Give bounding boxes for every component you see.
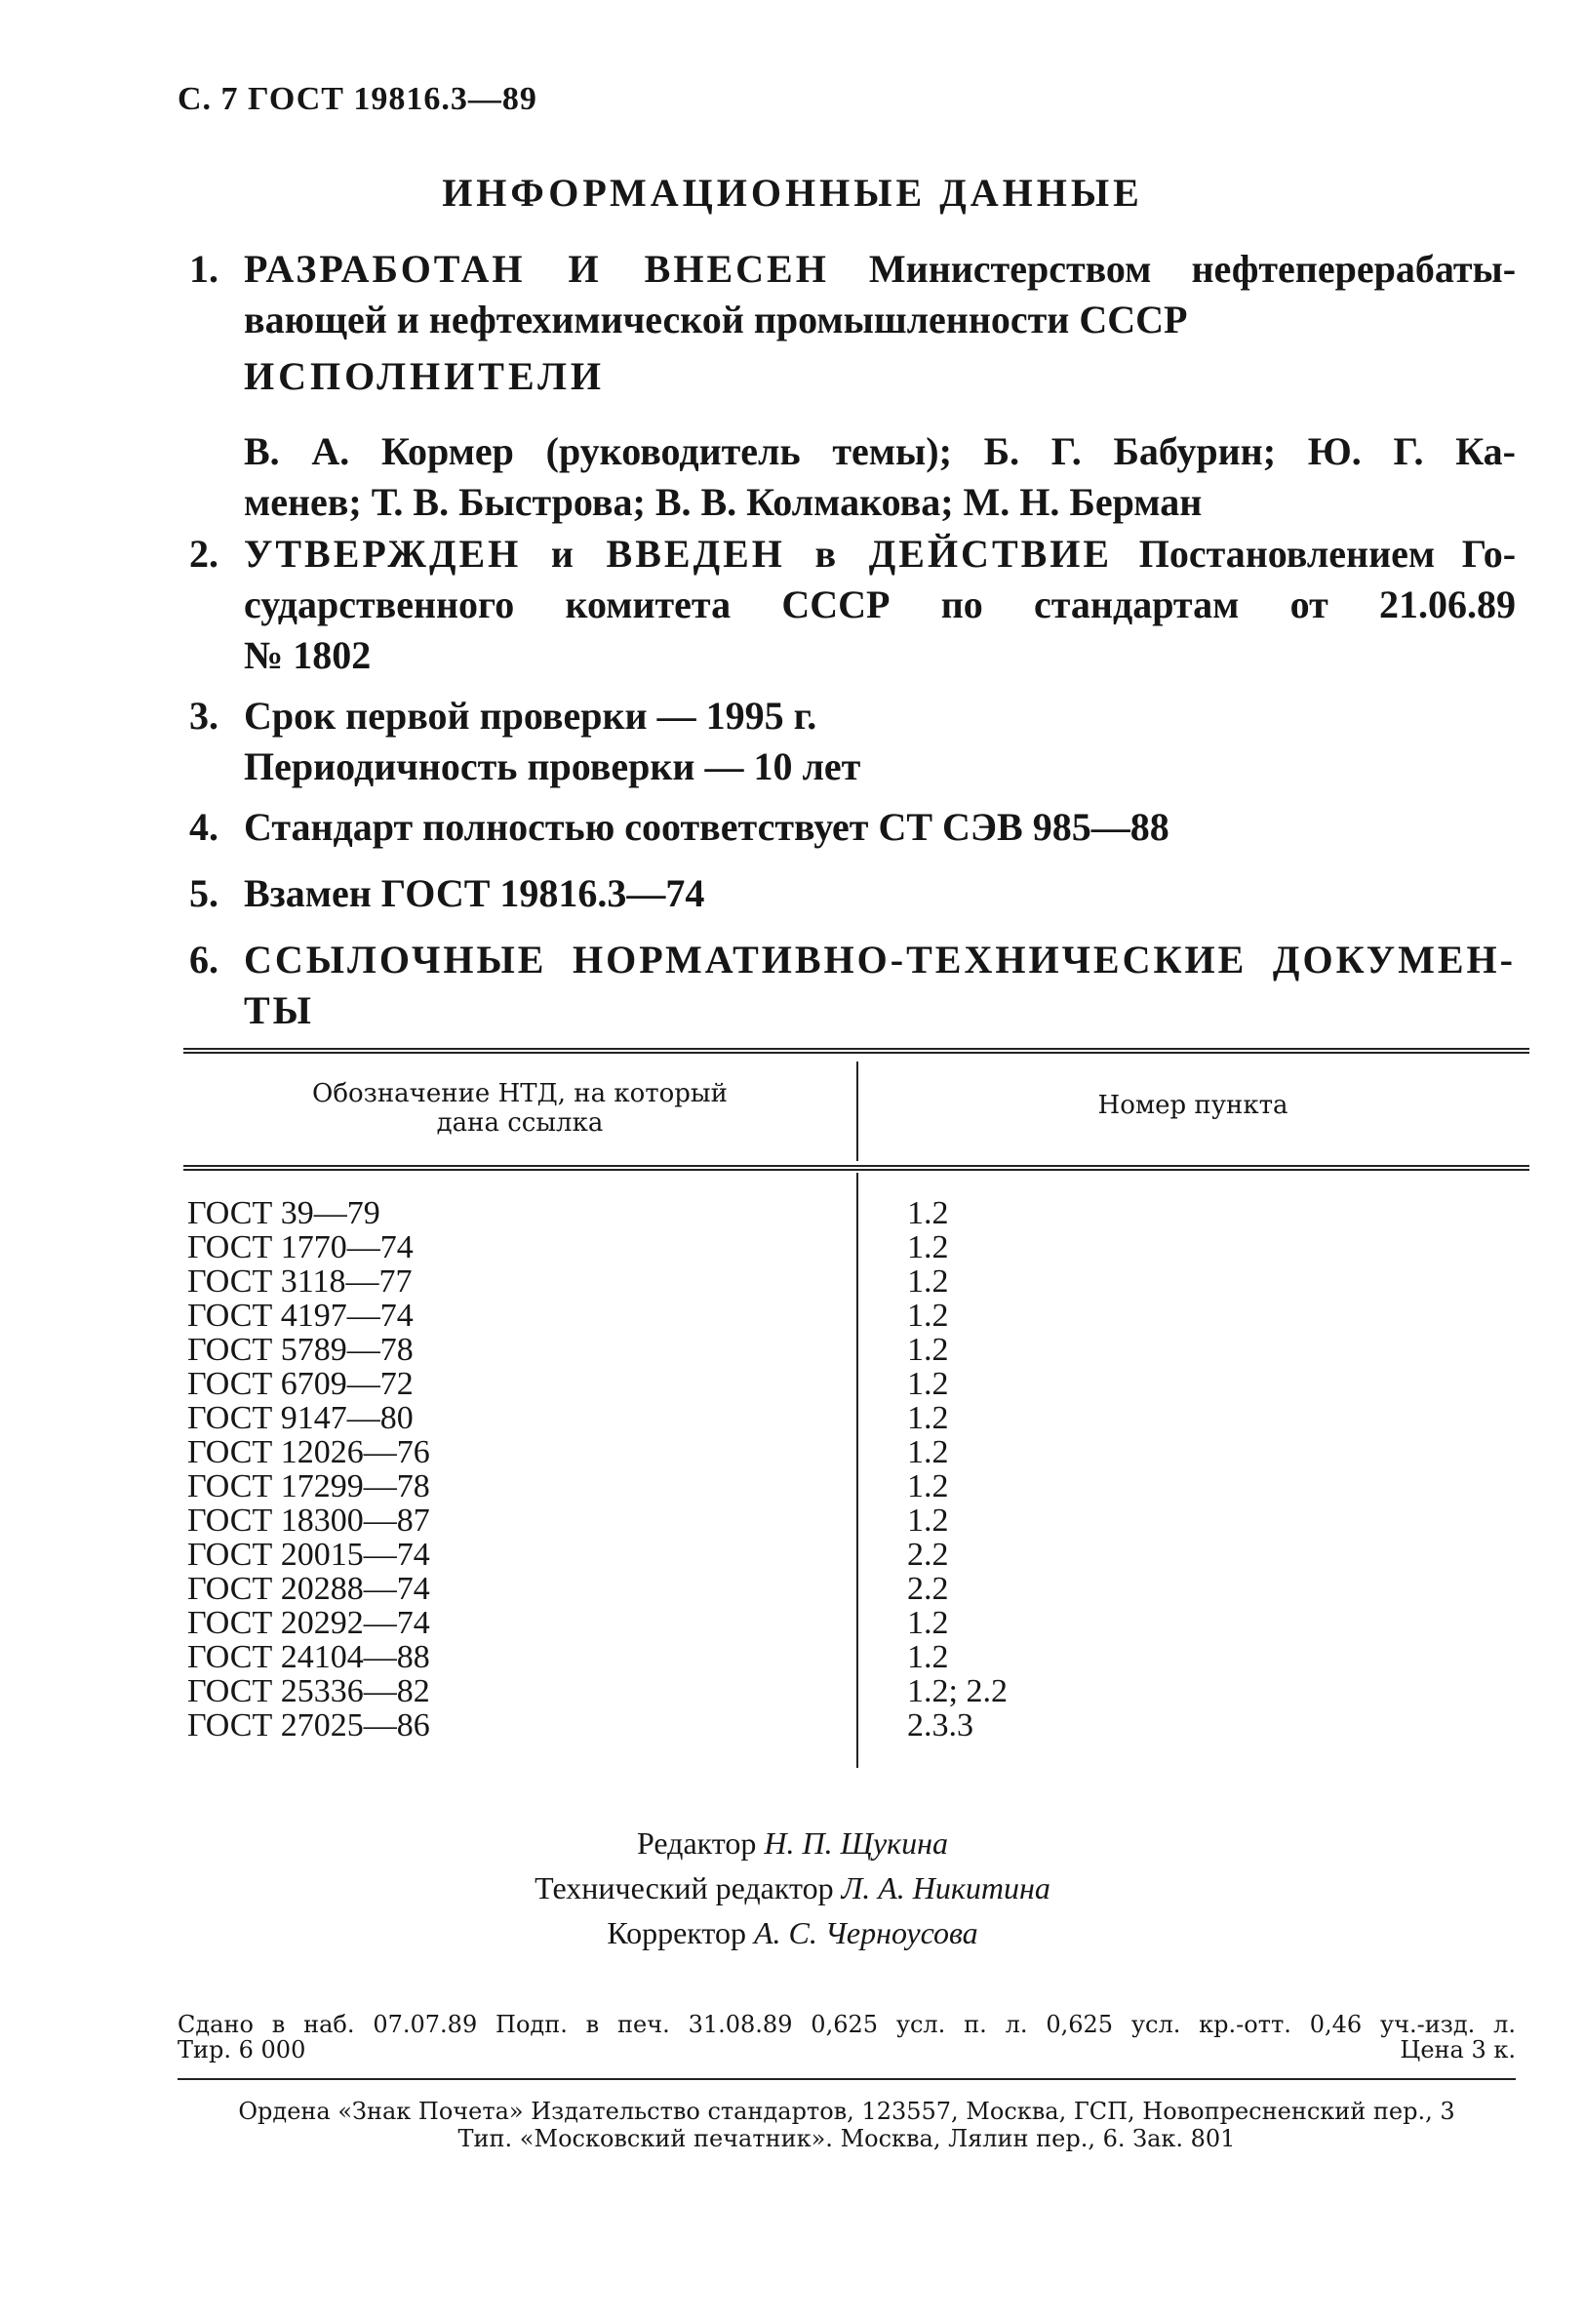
item-line: Стандарт полностью соответствует СТ СЭВ 985—88 [244,805,1169,849]
item-line: сударственного комитета СССР по стандартам от 21.06.89 [244,582,1516,626]
item-text: Постановлением Го- [1138,532,1517,576]
table-cell-document: ГОСТ 25336—82 [187,1673,430,1709]
tech-editor-label: Технический редактор [535,1870,834,1905]
header-rule [183,1169,1529,1171]
table-cell-point: 1.2 [907,1605,949,1641]
imprint [178,2012,1516,2063]
column-header-line: Обозначение НТД, на который [312,1079,728,1108]
documents-column [187,1196,430,1743]
item-line: вающей и нефтехимической промышленности СССР [244,298,1188,341]
table-cell-document: ГОСТ 24104—88 [187,1639,430,1675]
item-number: 1. [189,247,218,291]
item-line: Периодичность проверки — 10 лет [244,744,861,788]
imprint-rule [178,2078,1516,2080]
executors-label: ИСПОЛНИТЕЛИ [244,354,606,398]
editor-line [0,1821,1585,1865]
item-line: ССЫЛОЧНЫЕ НОРМАТИВНО-ТЕХНИЧЕСКИЕ ДОКУМЕН- [244,938,1516,982]
table-cell-point: 1.2 [907,1229,949,1265]
publisher-line: Ордена «Знак Почета» Издательство стандартов, 123557, Москва, ГСП, Новопресненский пер., 3 [238,2098,1455,2125]
circulation: Тир. 6 000 [178,2036,306,2064]
tech-editor-line [0,1865,1585,1910]
table-cell-point: 1.2 [907,1400,949,1436]
points-column [907,1196,1008,1743]
table-top-rule [183,1048,1529,1050]
publisher-line: Тип. «Московский печатник». Москва, Лялин пер., 6. Зак. 801 [457,2125,1236,2152]
table-cell-document: ГОСТ 4197—74 [187,1298,414,1334]
table-cell-document: ГОСТ 39—79 [187,1195,380,1231]
table-cell-point: 1.2; 2.2 [907,1673,1008,1709]
table-cell-document: ГОСТ 9147—80 [187,1400,414,1436]
price: Цена 3 к. [1400,2036,1516,2064]
table-cell-document: ГОСТ 20015—74 [187,1537,430,1573]
imprint-line: Сдано в наб. 07.07.89 Подп. в печ. 31.08.89 0,625 усл. п. л. 0,625 усл. кр.-отт. 0,46 уч.-изд. л. [178,2011,1516,2038]
column-divider [856,1062,858,1161]
table-cell-point: 2.2 [907,1537,949,1573]
imprint-line [178,2037,1516,2063]
table-top-rule [183,1052,1529,1054]
table-cell-document: ГОСТ 3118—77 [187,1263,413,1300]
table-cell-point: 1.2 [907,1503,949,1539]
corrector-name: А. С. Черноусова [753,1915,978,1950]
table-cell-point: 1.2 [907,1195,949,1231]
table-cell-document: ГОСТ 20292—74 [187,1605,430,1641]
item-number: 2. [189,532,218,576]
page-header: С. 7 ГОСТ 19816.3—89 [178,81,537,117]
table-cell-point: 1.2 [907,1434,949,1470]
table-cell-document: ГОСТ 20288—74 [187,1571,430,1607]
item-number: 3. [189,694,218,738]
document-title: ИНФОРМАЦИОННЫЕ ДАННЫЕ [442,171,1143,215]
table-cell-point: 1.2 [907,1366,949,1402]
item-line: № 1802 [244,633,372,677]
item-text: Министерством нефтеперерабаты- [868,247,1517,291]
item-lead: УТВЕРЖДЕН и ВВЕДЕН в ДЕЙСТВИЕ [244,532,1113,576]
item-lead: РАЗРАБОТАН И ВНЕСЕН [244,247,829,291]
tech-editor-name: Л. А. Никитина [841,1870,1050,1905]
table-cell-point: 1.2 [907,1298,949,1334]
column-header-line: дана ссылка [436,1108,604,1138]
item-number: 5. [189,871,218,915]
item-line [244,529,1516,580]
executors-line: менев; Т. В. Быстрова; В. В. Колмакова; М. Н. Берман [244,480,1203,524]
table-cell-point: 1.2 [907,1639,949,1675]
publisher-info [178,2098,1516,2152]
editor-name: Н. П. Щукина [764,1825,948,1861]
table-cell-point: 2.2 [907,1571,949,1607]
executors-line: В. А. Кормер (руководитель темы); Б. Г. Бабурин; Ю. Г. Ка- [244,429,1516,473]
table-cell-document: ГОСТ 27025—86 [187,1707,430,1743]
item-line [244,244,1516,295]
corrector-line [0,1910,1585,1955]
header-rule [183,1165,1529,1167]
column-header-document [183,1079,856,1138]
executors-list [244,426,1516,528]
table-cell-point: 1.2 [907,1263,949,1300]
table-cell-document: ГОСТ 12026—76 [187,1434,430,1470]
item-number: 4. [189,805,218,849]
item-line: Срок первой проверки — 1995 г. [244,694,817,738]
table-cell-point: 1.2 [907,1468,949,1504]
editor-label: Редактор [637,1825,757,1861]
table-cell-point: 1.2 [907,1332,949,1368]
references-table [183,1048,1529,1780]
column-divider [856,1173,858,1768]
item-number: 6. [189,938,218,982]
table-cell-document: ГОСТ 6709—72 [187,1366,414,1402]
table-cell-document: ГОСТ 18300—87 [187,1503,430,1539]
table-cell-document: ГОСТ 17299—78 [187,1468,430,1504]
item-line: Взамен ГОСТ 19816.3—74 [244,871,705,915]
table-cell-point: 2.3.3 [907,1707,973,1743]
corrector-label: Корректор [607,1915,746,1950]
column-header-point: Номер пункта [1097,1091,1288,1120]
item-line: ТЫ [244,988,314,1032]
table-cell-document: ГОСТ 5789—78 [187,1332,414,1368]
table-cell-document: ГОСТ 1770—74 [187,1229,414,1265]
editors-block [0,1821,1585,1955]
